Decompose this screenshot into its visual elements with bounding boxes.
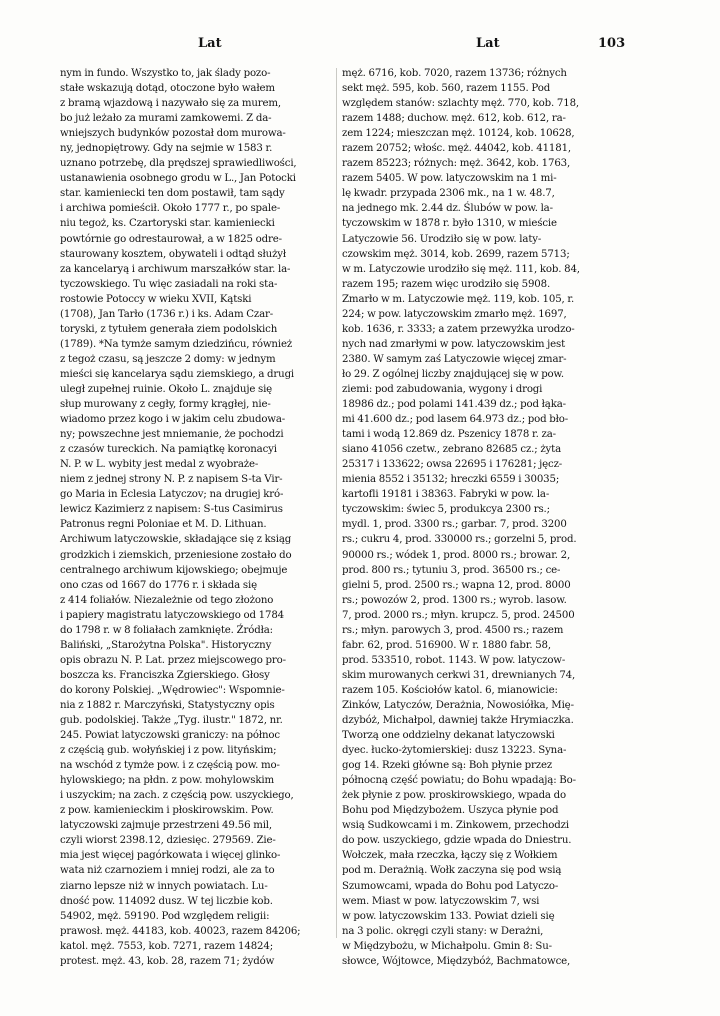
text-line: prawosł. męż. 44183, kob. 40023, razem 84206; bbox=[60, 925, 301, 937]
text-line: rs.; powozów 2, prod. 1300 rs.; wyrob. lasow. bbox=[342, 594, 567, 606]
text-line: północną część powiatu; do Bohu wpadają: Bo- bbox=[342, 775, 576, 787]
text-line: w Międzybożu, w Michałpolu. Gmin 8: Su- bbox=[342, 940, 552, 952]
text-line: z tegoż czasu, są jeszcze 2 domy: w jednym bbox=[60, 353, 276, 365]
text-line: lę kwadr. przypada 2306 mk., na 1 w. 48.7, bbox=[342, 188, 555, 200]
text-line: centralnego archiwum kijowskiego; obejmuje bbox=[60, 564, 288, 576]
text-line: (1708), Jan Tarło (1736 r.) i ks. Adam Czar- bbox=[60, 308, 274, 320]
text-line: na 3 polic. okręgi czyli stany: w Derażni, bbox=[342, 925, 544, 937]
text-line: na jednego mk. 2.44 dz. Ślubów w pow. la- bbox=[342, 203, 553, 215]
text-line: toryski, z tytułem generała ziem podolskich bbox=[60, 323, 278, 335]
text-line: na wschód z tymże pow. i z częścią pow. mo- bbox=[60, 760, 280, 772]
left-text-column bbox=[60, 66, 338, 967]
text-line: Latyczowie 56. Urodziło się w pow. laty- bbox=[342, 233, 542, 245]
text-line: pod m. Derażnią. Wołk zaczyna się pod wsią bbox=[342, 865, 562, 877]
text-line: razem 195; razem więc urodziło się 5908. bbox=[342, 278, 551, 290]
text-line: 90000 rs.; wódek 1, prod. 8000 rs.; browar. 2, bbox=[342, 549, 571, 561]
text-line: wem. Miast w pow. latyczowskim 7, wsi bbox=[342, 895, 540, 907]
text-line: uznano potrzebę, dla prędszej sprawiedliwości, bbox=[60, 158, 297, 170]
text-line: żek płynie z pow. proskirowskiego, wpada do bbox=[342, 790, 567, 802]
text-line: dzybóż, Michałpol, dawniej także Hrymiaczka. bbox=[342, 715, 574, 727]
text-line: do korony Polskiej. „Wędrowiec": Wspomnie- bbox=[60, 684, 285, 696]
text-line: tyczowskiego. Tu więc zasiadali na roki sta- bbox=[60, 278, 278, 290]
text-line: katol. męż. 7553, kob. 7271, razem 14824; bbox=[60, 940, 273, 952]
text-line: tyczowskim: świec 5, produkcya 2300 rs.; bbox=[342, 504, 550, 516]
text-line: Patronus regni Poloniae et M. D. Lithuan. bbox=[60, 519, 267, 531]
text-line: fabr. 62, prod. 516900. W r. 1880 fabr. 58, bbox=[342, 639, 551, 651]
text-line: ziarno lepsze niż w innych powiatach. Lu- bbox=[60, 880, 268, 892]
text-line: gub. podolskiej. Także „Tyg. ilustr." 1872, nr. bbox=[60, 715, 283, 727]
text-line: i archiwa pomieścił. Około 1777 r., po spale- bbox=[60, 203, 281, 215]
text-line: opis obrazu N. P. Lat. przez miejscowego pro- bbox=[60, 654, 286, 666]
text-line: protest. męż. 43, kob. 28, razem 71; żydów bbox=[60, 955, 275, 967]
text-line: latyczowski zajmuje przestrzeni 49.56 mil, bbox=[60, 820, 273, 832]
text-line: słup murowany z cegły, formy krągłej, nie- bbox=[60, 399, 271, 411]
text-line: mi 41.600 dz.; pod lasem 64.973 dz.; pod bło- bbox=[342, 414, 569, 426]
text-line: razem 5405. W pow. latyczowskim na 1 mi- bbox=[342, 173, 557, 185]
text-line: słowce, Wójtowce, Międzybóż, Bachmatowce, bbox=[342, 955, 571, 967]
header-left-title: Lat bbox=[198, 36, 222, 51]
text-line: z czasów tureckich. Na pamiątkę koronacyi bbox=[60, 444, 277, 456]
text-line: razem 85223; różnych: męż. 3642, kob. 1763, bbox=[342, 158, 571, 170]
text-line: nia z 1882 r. Marczyński, Statystyczny opis bbox=[60, 699, 275, 711]
text-line: stałe wskazują dotąd, otoczone było wałem bbox=[60, 83, 275, 95]
text-line: ziemi: pod zabudowania, wygony i drogi bbox=[342, 383, 543, 395]
text-line: rostowie Potoccy w wieku XVII, Kątski bbox=[60, 293, 252, 305]
text-line: nym in fundo. Wszystko to, jak ślady pozo- bbox=[60, 68, 271, 79]
text-line: czyli wiorst 2398.12, dziesięc. 279569. Zie- bbox=[60, 835, 276, 847]
text-line: ło 29. Z ogólnej liczby znajdującej się w pow. bbox=[342, 368, 564, 380]
running-header bbox=[0, 36, 720, 56]
text-line: sekt męż. 595, kob. 560, razem 1155. Pod bbox=[342, 83, 551, 95]
text-line: dność pow. 114092 dusz. W tej liczbie kob. bbox=[60, 895, 273, 907]
text-line: w pow. latyczowskim 133. Powiat dzieli się bbox=[342, 910, 555, 922]
text-line: tami i wodą 12.869 dz. Pszenicy 1878 r. za- bbox=[342, 429, 556, 441]
text-line: i uszyckim; na zach. z częścią pow. uszyckiego, bbox=[60, 790, 294, 802]
text-line: bo już leżało za murami zamkowemi. Z da- bbox=[60, 113, 272, 125]
text-line: ono czas od 1667 do 1776 r. i składa się bbox=[60, 579, 257, 591]
text-line: w m. Latyczowie urodziło się męż. 111, kob. 84, bbox=[342, 263, 580, 275]
text-line: tyczowskim w 1878 r. było 1310, w mieście bbox=[342, 218, 557, 230]
text-line: wniejszych budynków pozostał dom murowa- bbox=[60, 128, 286, 140]
text-line: rs.; cukru 4, prod. 330000 rs.; gorzelni 5, prod. bbox=[342, 534, 577, 546]
text-line: wsią Sudkowcami i m. Zinkowem, przechodzi bbox=[342, 820, 569, 832]
text-line: mydl. 1, prod. 3300 rs.; garbar. 7, prod. 3200 bbox=[342, 519, 567, 531]
text-line: z częścią gub. wołyńskiej i z pow. lityńskim; bbox=[60, 745, 277, 757]
text-line: 25317 i 133622; owsa 22695 i 176281; jęcz- bbox=[342, 459, 563, 471]
text-line: prod. 800 rs.; tytuniu 3, prod. 36500 rs.; ce- bbox=[342, 564, 561, 576]
text-line: Tworzą one oddzielny dekanat latyczowski bbox=[342, 730, 555, 742]
text-line: z bramą wjazdową i nazywało się za murem, bbox=[60, 98, 281, 110]
text-line: do 1798 r. w 8 foliałach zamknięte. Źródła: bbox=[60, 624, 273, 636]
text-line: prod. 533510, robot. 1143. W pow. latyczow- bbox=[342, 654, 566, 666]
text-line: nych nad zmarłymi w pow. latyczowskim jest bbox=[342, 338, 566, 350]
text-line: względem stanów: szlachty męż. 770, kob. 718, bbox=[342, 98, 579, 110]
text-line: Baliński, „Starożytna Polska". Historyczny bbox=[60, 639, 272, 651]
text-line: mia jest więcej pagórkowata i więcej glinko- bbox=[60, 850, 281, 862]
text-line: rs.; młyn. parowych 3, prod. 4500 rs.; razem bbox=[342, 624, 564, 636]
text-line: męż. 6716, kob. 7020, razem 13736; różnych bbox=[342, 68, 567, 79]
text-line: grodzkich i ziemskich, przeniesione zostało do bbox=[60, 549, 292, 561]
text-line: 54902, męż. 59190. Pod względem religii: bbox=[60, 910, 270, 922]
text-line: Zmarło w m. Latyczowie męż. 119, kob. 105, r. bbox=[342, 293, 575, 305]
text-line: (1789). *Na tymże samym dziedzińcu, również bbox=[60, 338, 293, 350]
text-line: razem 105. Kościołów katol. 6, mianowicie: bbox=[342, 684, 558, 696]
text-line: N. P. w L. wybity jest medal z wyobraże- bbox=[60, 459, 259, 471]
text-line: siano 41056 czetw., zebrano 82685 cz.; żyta bbox=[342, 444, 562, 456]
text-line: kob. 1636, r. 3333; a zatem przewyżka urodzo- bbox=[342, 323, 575, 335]
text-line: Archiwum latyczowskie, składające się z ksiąg bbox=[60, 534, 292, 546]
text-line: skim murowanych cerkwi 31, drewnianych 74, bbox=[342, 669, 576, 681]
text-line: go Maria in Eclesia Latyczov; na drugiej kró- bbox=[60, 489, 284, 501]
text-line: niu tegoż, ks. Czartoryski star. kamieniecki bbox=[60, 218, 275, 230]
text-line: mieści się kancelarya sądu ziemskiego, a drugi bbox=[60, 368, 295, 380]
text-line: niem z jednej strony N. P. z napisem S-ta Vir- bbox=[60, 474, 283, 486]
text-line: za kancelaryą i archiwum marszałków star. la- bbox=[60, 263, 291, 275]
text-line: czowskim męż. 3014, kob. 2699, razem 5713; bbox=[342, 248, 570, 260]
text-line: i papiery magistratu latyczowskiego od 1784 bbox=[60, 609, 284, 621]
text-line: 245. Powiat latyczowski graniczy: na północ bbox=[60, 730, 280, 742]
text-line: Szumowcami, wpada do Bohu pod Latyczo- bbox=[342, 880, 559, 892]
text-line: dyec. łucko-żytomierskiej: dusz 13223. Syna- bbox=[342, 745, 567, 757]
header-right-title: Lat bbox=[476, 36, 500, 51]
text-line: razem 1488; duchow. męż. 612, kob. 612, ra- bbox=[342, 113, 566, 125]
text-line: Wołczek, mała rzeczka, łączy się z Wołkiem bbox=[342, 850, 558, 862]
text-line: uległ zupełnej ruinie. Około L. znajduje się bbox=[60, 383, 273, 395]
text-line: star. kamieniecki ten dom postawił, tam sądy bbox=[60, 188, 285, 200]
text-line: powtórnie go odrestaurował, a w 1825 odre- bbox=[60, 233, 282, 245]
text-line: ustanawienia osobnego grodu w L., Jan Potocki bbox=[60, 173, 296, 185]
text-line: z pow. kamienieckim i płoskirowskim. Pow. bbox=[60, 805, 274, 817]
text-line: lewicz Kazimierz z napisem: S-tus Casimirus bbox=[60, 504, 283, 516]
text-line: staurowany kosztem, obywateli i odtąd służył bbox=[60, 248, 287, 260]
right-text-column bbox=[342, 66, 622, 967]
text-line: 2380. W samym zaś Latyczowie więcej zmar- bbox=[342, 353, 567, 365]
text-line: hylowskiego; na płdn. z pow. mohylowskim bbox=[60, 775, 274, 787]
text-line: 224; w pow. latyczowskim zmarło męż. 1697, bbox=[342, 308, 567, 320]
text-line: mienia 8552 i 35132; hreczki 6559 i 30035; bbox=[342, 474, 560, 486]
text-line: boszcza ks. Franciszka Zgierskiego. Głosy bbox=[60, 669, 270, 681]
text-line: gielni 5, prod. 2500 rs.; wapna 12, prod. 8000 bbox=[342, 579, 571, 591]
text-line: wiadomo przez kogo i w jakim celu zbudowa- bbox=[60, 414, 286, 426]
text-line: kartofli 19181 i 38363. Fabryki w pow. la- bbox=[342, 489, 550, 501]
text-line: 18986 dz.; pod polami 141.439 dz.; pod łąka- bbox=[342, 399, 566, 411]
text-line: Zinków, Latyczów, Derażnia, Nowosiółka, Mię- bbox=[342, 699, 574, 711]
column-divider bbox=[336, 68, 337, 938]
text-line: zem 1224; mieszczan męż. 10124, kob. 10628, bbox=[342, 128, 575, 140]
text-line: razem 20752; włośc. męż. 44042, kob. 41181, bbox=[342, 143, 572, 155]
text-line: ny, jednopiętrowy. Gdy na sejmie w 1583 r. bbox=[60, 143, 273, 155]
text-line: wata niż czarnoziem i mniej rodzi, ale za to bbox=[60, 865, 275, 877]
text-line: ny; powszechne jest mniemanie, że pochodzi bbox=[60, 429, 284, 441]
text-line: Bohu pod Międzybożem. Uszyca płynie pod bbox=[342, 805, 559, 817]
text-line: z 414 foliałów. Niezależnie od tego złożono bbox=[60, 594, 274, 606]
text-line: do pow. uszyckiego, gdzie wpada do Dniestru. bbox=[342, 835, 572, 847]
text-line: gog 14. Rzeki główne są: Boh płynie przez bbox=[342, 760, 553, 772]
text-line: 7, prod. 2000 rs.; młyn. krupcz. 5, prod. 24500 bbox=[342, 609, 575, 621]
page-number: 103 bbox=[598, 36, 626, 51]
